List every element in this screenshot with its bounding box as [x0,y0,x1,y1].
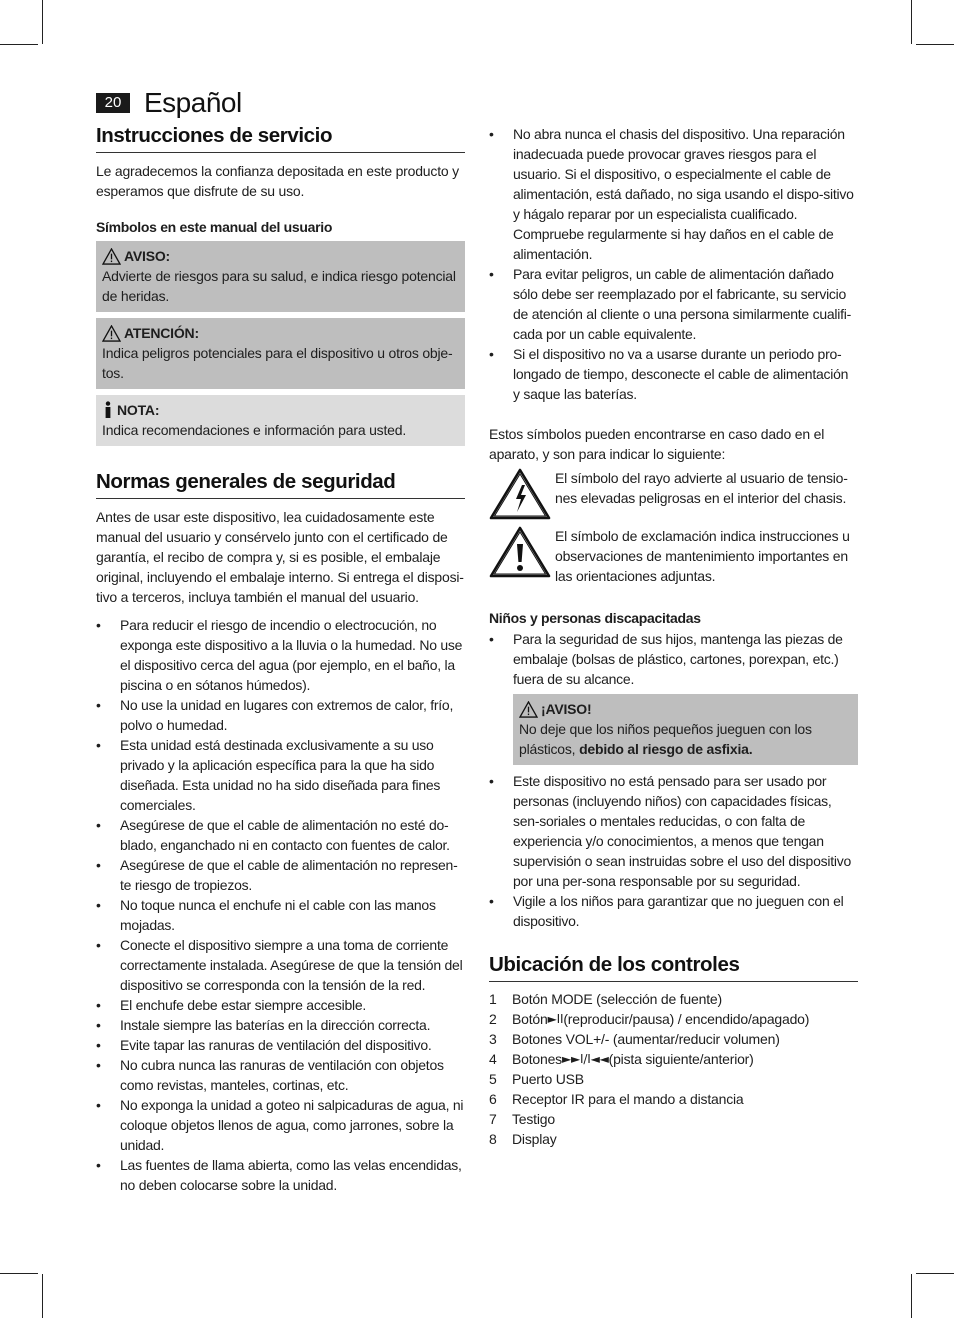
list-item: • Las fuentes de llama abierta, como las velas encendidas, no deben colocarse sobre la unidad. [96,1155,465,1195]
warning-triangle-icon [102,248,121,265]
service-heading: Instrucciones de servicio [96,122,465,153]
list-item: • No toque nunca el enchufe ni el cable con las manos mojadas. [96,895,465,935]
lightning-warning-icon [489,468,551,520]
info-icon [102,401,114,419]
symbol-lightning-text: El símbolo del rayo advierte al usuario de tensio-nes elevadas peligrosas en el interior del chasis. [555,470,848,506]
list-item: • Asegúrese de que el cable de alimentación no esté do-blado, enganchado ni en contacto con fuentes de calor. [96,815,465,855]
notice-text-plain: No deje que los niños pequeños jueguen con los plásticos, [519,721,812,757]
list-item: • Si el dispositivo no va a usarse durante un periodo pro-longado de tiempo, desconecte el cable de alimentación y saque las baterías. [489,344,858,404]
notice-label: NOTA: [117,402,160,418]
symbol-exclamation-text: El símbolo de exclamación indica instrucciones u observaciones de mantenimiento importantes en las orientaciones adjuntas. [555,528,850,584]
notice-text: Indica recomendaciones e información para usted. [102,422,407,438]
exclamation-warning-icon [489,526,551,578]
list-item: 2 Botón ►II (reproducir/pausa) / encendido/apagado) [489,1011,810,1027]
list-item: • Evite tapar las ranuras de ventilación del dispositivo. [96,1035,465,1055]
children-list [489,629,858,689]
list-item: • Para evitar peligros, un cable de alimentación dañado sólo debe ser reemplazado por el fabricante, su servicio de atención al cliente o una persona similarmente cualifi-cada por un cable equivalente. [489,264,858,344]
crop-mark [0,44,38,45]
list-item: • No abra nunca el chasis del dispositivo. Una reparación inadecuada puede provocar graves riesgos para el usuario. Si el dispositivo, o especialmente el cable de alimentación, está dañado, no siga usando el dispo-sitivo y hágalo reparar por un especialista cualificado. Compruebe regularmente si hay daños en el cable de alimentación. [489,124,858,264]
children-list-more [489,771,858,931]
symbols-heading: Símbolos en este manual del usuario [96,219,333,235]
symbols-intro: Estos símbolos pueden encontrarse en caso dado en el aparato, y son para indicar lo siguiente: [489,426,825,462]
page-number: 20 [96,93,130,113]
safety-list-continued [489,124,858,404]
crop-mark [916,44,954,45]
list-item: • Para reducir el riesgo de incendio o electrocución, no exponga este dispositivo a la lluvia o la humedad. No use el dispositivo cerca del agua (por ejemplo, en el baño, la piscina o en sótanos húmedos). [96,615,465,695]
skip-next-prev-icon: ►►I/I◄◄ [561,1052,609,1066]
intro-text: Le agradecemos la confianza depositada en este producto y esperamos que disfrute de su uso. [96,163,459,199]
controls-heading: Ubicación de los controles [489,951,858,982]
safety-intro: Antes de usar este dispositivo, lea cuidadosamente este manual del usuario y consérvelo junto con el certificado de garantía, el recibo de compra y, si es posible, el embalaje original, incluyendo el embalaje interno. Si entrega el disposi-tivo a terceros, incluya también el manual del usuario. [96,509,464,605]
list-item: • Para la seguridad de sus hijos, mantenga las piezas de embalaje (bolsas de plástico, cartones, porexpan, etc.) fuera de su alcance. [489,629,858,689]
notice-label: ¡AVISO! [541,701,592,717]
notice-text: Indica peligros potenciales para el dispositivo u otros obje-tos. [102,345,453,381]
crop-mark [0,1273,38,1274]
safety-heading: Normas generales de seguridad [96,468,465,499]
safety-list [96,615,465,1195]
notice-text [519,719,852,759]
list-item: 7 Testigo [489,1111,555,1127]
list-item: 4 Botones ►►I/I◄◄ (pista siguiente/anterior) [489,1051,754,1067]
list-item: • Vigile a los niños para garantizar que no jueguen con el dispositivo. [489,891,858,931]
play-pause-icon: ►II [547,1012,564,1026]
crop-mark [911,0,912,44]
list-item: • No exponga la unidad a goteo ni salpicaduras de agua, ni coloque objetos llenos de agua, como jarrones, sobre la unidad. [96,1095,465,1155]
symbol-exclamation-row [489,526,858,586]
crop-mark [916,1273,954,1274]
symbol-lightning-row [489,468,858,520]
notice-label: ATENCIÓN: [124,325,199,341]
controls-list [489,989,858,1149]
notice-aviso [96,241,465,312]
page-title: Español [144,87,242,118]
list-item: • Este dispositivo no está pensado para ser usado por personas (incluyendo niños) con capacidades físicas, sen-soriales o mentales reducidas, o con falta de experiencia y/o conocimientos, a menos que tengan supervisión o sean instruidas sobre el uso del dispositivo por una per-sona responsable por su seguridad. [489,771,858,891]
crop-mark [42,0,43,44]
list-item: • No cubra nunca las ranuras de ventilación con objetos como revistas, manteles, cortinas, etc. [96,1055,465,1095]
list-item: • Asegúrese de que el cable de alimentación no represen-te riesgo de tropiezos. [96,855,465,895]
list-item: 5 Puerto USB [489,1071,584,1087]
crop-mark [42,1274,43,1318]
crop-mark [911,1274,912,1318]
notice-children-aviso [513,694,858,765]
notice-nota [96,395,465,446]
list-item: • Esta unidad está destinada exclusivamente a su uso privado y la aplicación específica para la que ha sido diseñada. Esta unidad no ha sido diseñada para fines comerciales. [96,735,465,815]
right-column [489,122,858,1149]
page-header [96,86,242,120]
list-item: 3 Botones VOL+/- (aumentar/reducir volumen) [489,1031,780,1047]
notice-label: AVISO: [124,248,170,264]
warning-triangle-icon [102,325,121,342]
notice-text-bold: debido al riesgo de asfixia. [579,741,753,757]
list-item: 6 Receptor IR para el mando a distancia [489,1091,744,1107]
left-column [96,122,465,1195]
children-heading: Niños y personas discapacitadas [489,610,701,626]
warning-triangle-icon [519,701,538,718]
notice-text: Advierte de riesgos para su salud, e indica riesgo potencial de heridas. [102,268,456,304]
notice-atencion [96,318,465,389]
list-item: • No use la unidad en lugares con extremos de calor, frío, polvo o humedad. [96,695,465,735]
list-item: • El enchufe debe estar siempre accesible. [96,995,465,1015]
list-item: 1 Botón MODE (selección de fuente) [489,991,722,1007]
list-item: • Conecte el dispositivo siempre a una toma de corriente correctamente instalada. Asegúrese de que la tensión del dispositivo se corresponda con la tensión de la red. [96,935,465,995]
list-item: 8 Display [489,1131,557,1147]
list-item: • Instale siempre las baterías en la dirección correcta. [96,1015,465,1035]
